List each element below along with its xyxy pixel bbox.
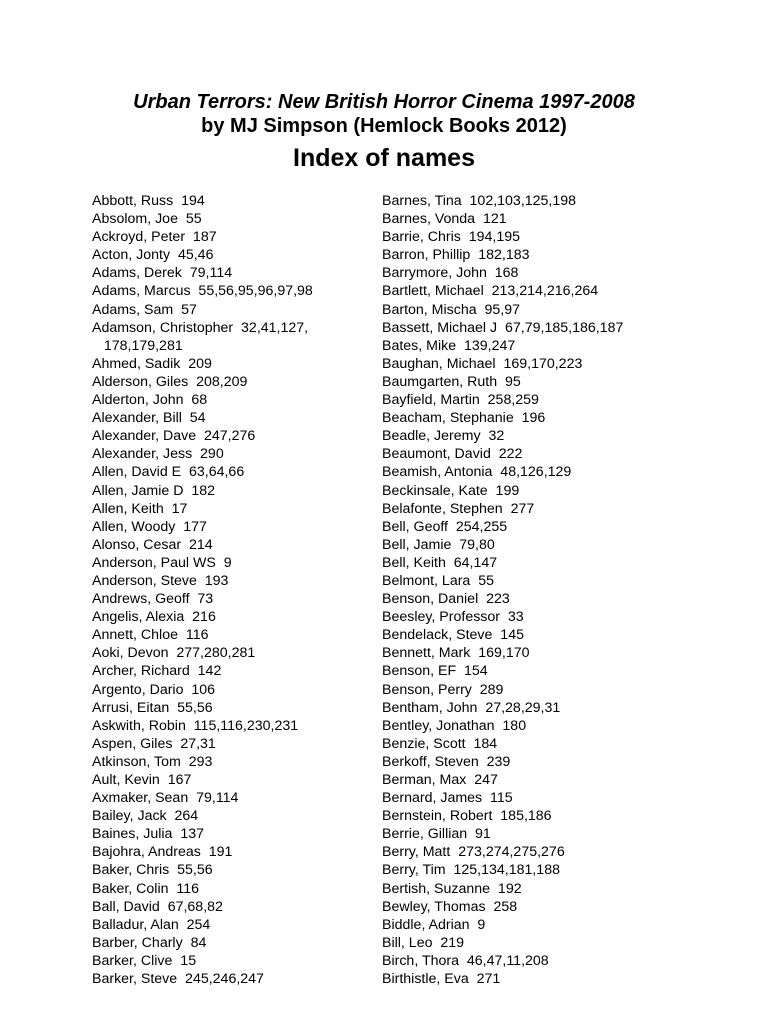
index-entry: Baughan, Michael 169,170,223 (382, 355, 583, 372)
index-entry: Argento, Dario 106 (92, 681, 216, 698)
index-column-right (382, 192, 623, 988)
index-heading: Index of names (293, 144, 475, 172)
index-entry: Barker, Steve 245,246,247 (92, 971, 264, 988)
index-entry: Belafonte, Stephen 277 (382, 500, 535, 517)
index-entry: Anderson, Paul WS 9 (92, 554, 232, 571)
index-entry: Barnes, Vonda 121 (382, 211, 507, 228)
index-entry: Adams, Sam 57 (92, 301, 197, 318)
index-entry: Birthistle, Eva 271 (382, 971, 501, 988)
index-entry: Baines, Julia 137 (92, 826, 204, 843)
document-header (0, 90, 768, 174)
index-entry: Bayfield, Martin 258,259 (382, 392, 539, 409)
index-entry: Abbott, Russ 194 (92, 193, 205, 209)
index-column-left (92, 192, 313, 988)
index-entry: Baker, Chris 55,56 (92, 862, 213, 879)
index-entry: Acton, Jonty 45,46 (92, 247, 214, 264)
index-entry: Andrews, Geoff 73 (92, 591, 214, 608)
index-entry: Beesley, Professor 33 (382, 609, 524, 626)
index-entry: Barber, Charly 84 (92, 934, 207, 951)
book-author-line: by MJ Simpson (Hemlock Books 2012) (201, 115, 567, 137)
index-entry: Ball, David 67,68,82 (92, 898, 223, 915)
book-title: Urban Terrors: New British Horror Cinema 1997-2008 (133, 91, 635, 113)
index-entry: Beckinsale, Kate 199 (382, 482, 520, 499)
index-entry: Barron, Phillip 182,183 (382, 247, 530, 264)
index-entry: Ackroyd, Peter 187 (92, 229, 217, 246)
index-entry: Barton, Mischa 95,97 (382, 301, 521, 318)
index-entry: Aoki, Devon 277,280,281 (92, 645, 256, 662)
index-entry: Benzie, Scott 184 (382, 735, 498, 752)
index-entry: Aspen, Giles 27,31 (92, 735, 216, 752)
index-entry: Berry, Matt 273,274,275,276 (382, 844, 565, 861)
index-entry: Barrymore, John 168 (382, 265, 519, 282)
index-entry: Benson, Daniel 223 (382, 591, 510, 608)
index-entry: Berry, Tim 125,134,181,188 (382, 862, 560, 879)
index-entry: Ault, Kevin 167 (92, 772, 192, 788)
index-entry: Adams, Derek 79,114 (92, 265, 233, 282)
index-entry: Axmaker, Sean 79,114 (92, 790, 239, 807)
index-entry: Baumgarten, Ruth 95 (382, 373, 521, 390)
index-entry: Bentham, John 27,28,29,31 (382, 699, 561, 716)
index-entry: Alexander, Jess 290 (92, 446, 224, 463)
index-entry: Ahmed, Sadik 209 (92, 355, 212, 372)
index-entry: Baker, Colin 116 (92, 880, 199, 897)
index-entry: 178,179,281 (92, 337, 183, 354)
index-entry: Adamson, Christopher 32,41,127, (92, 319, 309, 336)
index-entry: Belmont, Lara 55 (382, 572, 494, 589)
index-entry: Beaumont, David 222 (382, 446, 523, 463)
index-entry: Birch, Thora 46,47,11,208 (382, 952, 549, 969)
index-entry: Alexander, Bill 54 (92, 410, 206, 427)
index-entry: Bennett, Mark 169,170 (382, 645, 530, 662)
index-entry: Bates, Mike 139,247 (382, 337, 516, 354)
index-entry: Allen, Woody 177 (92, 518, 207, 535)
index-entry: Biddle, Adrian 9 (382, 916, 486, 933)
index-entry: Benson, Perry 289 (382, 681, 504, 698)
index-entry: Askwith, Robin 115,116,230,231 (92, 717, 299, 734)
index-entry: Bernard, James 115 (382, 790, 513, 807)
index-entry: Alonso, Cesar 214 (92, 536, 213, 553)
index-entry: Bartlett, Michael 213,214,216,264 (382, 283, 599, 300)
index-entry: Arrusi, Eitan 55,56 (92, 699, 213, 716)
index-entry: Alderton, John 68 (92, 392, 208, 409)
index-entry: Benson, EF 154 (382, 663, 488, 680)
index-entry: Archer, Richard 142 (92, 663, 222, 680)
index-entry: Anderson, Steve 193 (92, 572, 229, 589)
index-entry: Bassett, Michael J 67,79,185,186,187 (382, 319, 624, 336)
index-entry: Bernstein, Robert 185,186 (382, 808, 552, 825)
index-entry: Barnes, Tina 102,103,125,198 (382, 193, 577, 209)
index-entry: Absolom, Joe 55 (92, 211, 202, 228)
index-entry: Allen, David E 63,64,66 (92, 464, 245, 481)
index-entry: Allen, Keith 17 (92, 500, 188, 517)
index-entry: Bill, Leo 219 (382, 934, 465, 951)
index-entry: Bendelack, Steve 145 (382, 627, 524, 644)
index-entry: Barrie, Chris 194,195 (382, 229, 521, 246)
index-entry: Berrie, Gillian 91 (382, 826, 491, 843)
index-entry: Berman, Max 247 (382, 772, 498, 788)
index-entry: Angelis, Alexia 216 (92, 609, 216, 626)
index-entry: Bell, Jamie 79,80 (382, 536, 495, 553)
index-entry: Adams, Marcus 55,56,95,96,97,98 (92, 283, 313, 300)
index-entry: Bell, Keith 64,147 (382, 554, 498, 571)
index-entry: Beamish, Antonia 48,126,129 (382, 464, 572, 481)
index-entry: Beacham, Stephanie 196 (382, 410, 546, 427)
index-entry: Bertish, Suzanne 192 (382, 880, 522, 897)
index-entry: Bewley, Thomas 258 (382, 898, 518, 915)
index-entry: Bentley, Jonathan 180 (382, 717, 527, 734)
index-entry: Alderson, Giles 208,209 (92, 373, 248, 390)
index-entry: Barker, Clive 15 (92, 952, 197, 969)
index-entry: Annett, Chloe 116 (92, 627, 209, 644)
index-entry: Bailey, Jack 264 (92, 808, 199, 825)
index-entry: Atkinson, Tom 293 (92, 753, 213, 770)
index-entry: Berkoff, Steven 239 (382, 753, 511, 770)
index-entry: Alexander, Dave 247,276 (92, 428, 256, 445)
index-entry: Bell, Geoff 254,255 (382, 518, 508, 535)
index-entry: Bajohra, Andreas 191 (92, 844, 233, 861)
index-entry: Allen, Jamie D 182 (92, 482, 216, 499)
index-entry: Beadle, Jeremy 32 (382, 428, 505, 445)
index-entry: Balladur, Alan 254 (92, 916, 211, 933)
